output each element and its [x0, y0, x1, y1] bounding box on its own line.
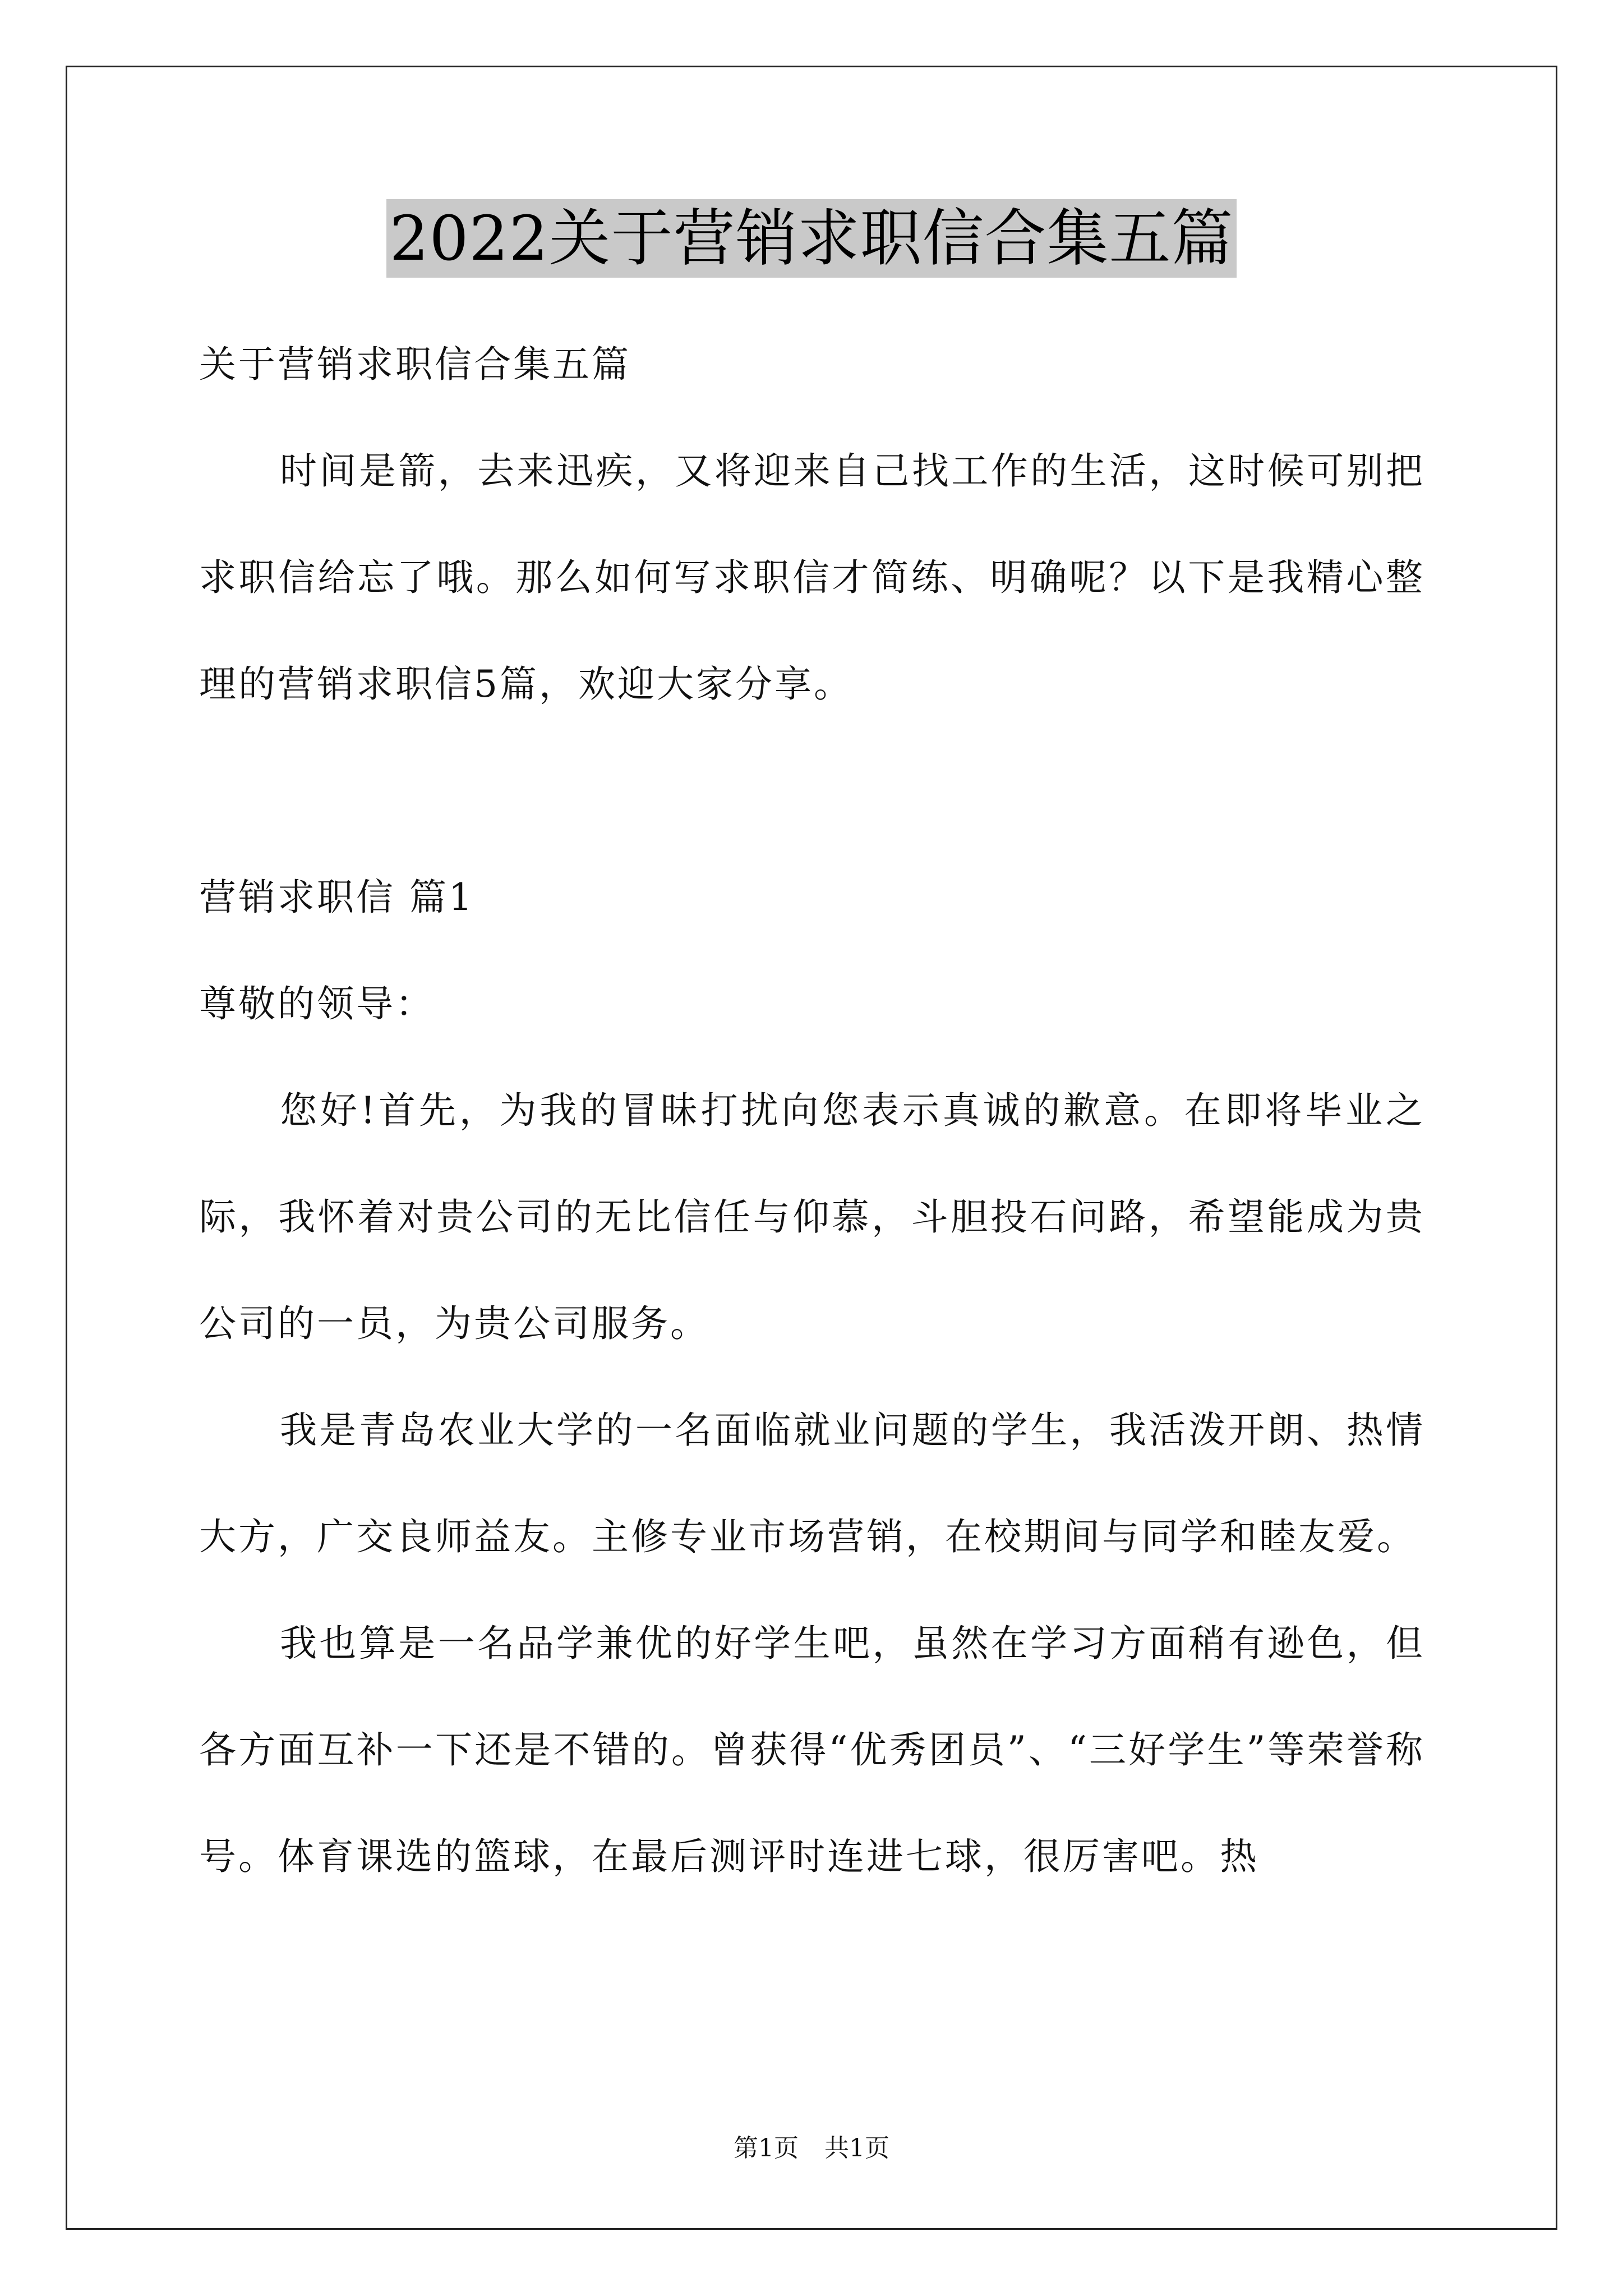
page-number: 第1页 — [734, 2134, 799, 2162]
document-body — [199, 311, 1425, 1910]
body-paragraph-1: 您好!首先，为我的冒昧打扰向您表示真诚的歉意。在即将毕业之际，我怀着对贵公司的无比信任与仰慕，斗胆投石问路，希望能成为贵公司的一员，为贵公司服务。 — [199, 1089, 1425, 1345]
section-heading: 营销求职信 篇1 — [199, 876, 474, 919]
salutation: 尊敬的领导： — [199, 982, 435, 1025]
page-footer — [0, 2132, 1623, 2165]
blank-line — [199, 738, 1425, 844]
body-paragraph-3: 我也算是一名品学兼优的好学生吧，虽然在学习方面稍有逊色，但各方面互补一下还是不错的。曾获得“优秀团员”、“三好学生”等荣誉称号。体育课选的篮球，在最后测评时连进七球，很厉害吧。热 — [199, 1622, 1425, 1878]
document-subtitle: 关于营销求职信合集五篇 — [199, 343, 631, 386]
intro-paragraph: 时间是箭，去来迅疾，又将迎来自己找工作的生活，这时候可别把求职信给忘了哦。那么如何写求职信才简练、明确呢？以下是我精心整理的营销求职信5篇，欢迎大家分享。 — [199, 449, 1425, 706]
body-paragraph-2: 我是青岛农业大学的一名面临就业问题的学生，我活泼开朗、热情大方，广交良师益友。主修专业市场营销，在校期间与同学和睦友爱。 — [199, 1409, 1425, 1558]
document-title: 2022关于营销求职信合集五篇 — [386, 199, 1237, 278]
title-container — [0, 199, 1623, 278]
page-total: 共1页 — [824, 2134, 889, 2162]
